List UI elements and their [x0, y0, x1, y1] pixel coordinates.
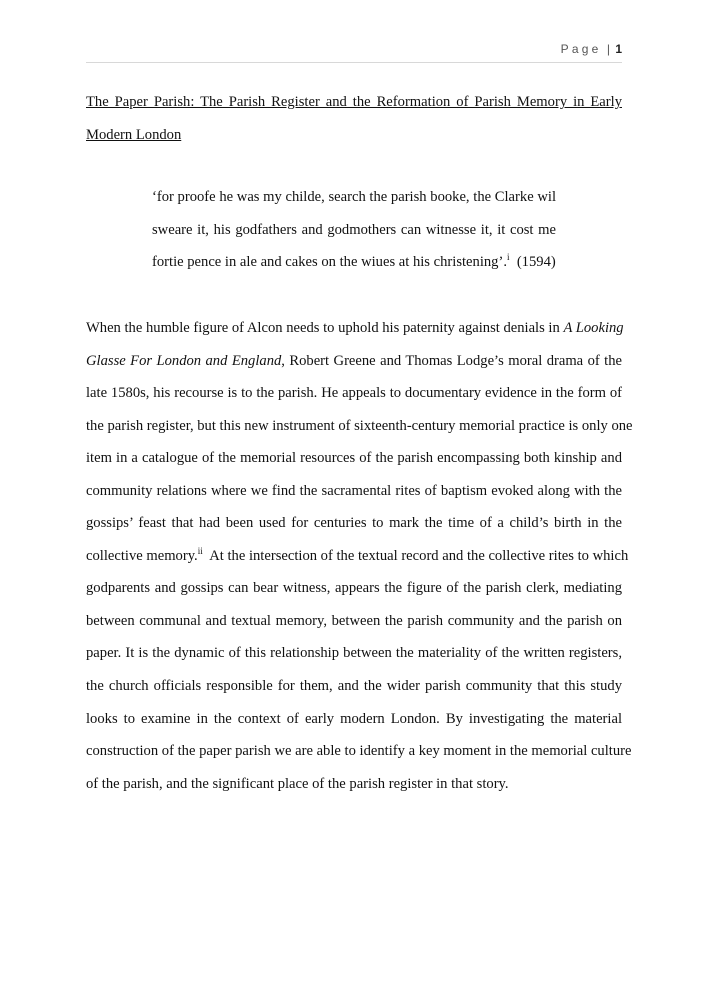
body-line: the church officials responsible for them, and the wider parish community that this study	[86, 678, 622, 695]
body-line: item in a catalogue of the memorial resources of the parish encompassing both kinship and	[86, 450, 622, 467]
italic-title: Glasse For London and England	[86, 352, 282, 369]
epigraph-line: fortie pence in ale and cakes on the wiues at his christening’.	[152, 254, 507, 270]
document-title: The Paper Parish: The Parish Register and the Reformation of Parish Memory in Early Modern London	[86, 94, 622, 143]
body-line: gossips’ feast that had been used for centuries to mark the time of a child’s birth in the	[86, 515, 622, 532]
epigraph-line: sweare it, his godfathers and godmothers can witnesse it, it cost me	[152, 221, 556, 238]
body-line: late 1580s, his recourse is to the parish. He appeals to documentary evidence in the form of	[86, 385, 622, 402]
endnote-marker: ii	[197, 545, 203, 556]
epigraph-line-last	[152, 246, 556, 279]
body-line-text: , Robert Greene and Thomas Lodge’s moral drama of the	[281, 352, 622, 369]
body-line: paper. It is the dynamic of this relationship between the materiality of the written registers,	[86, 645, 622, 662]
body-paragraph	[86, 312, 633, 800]
body-line	[86, 312, 622, 345]
epigraph-quote	[152, 181, 556, 279]
body-line: godparents and gossips can bear witness, appears the figure of the parish clerk, mediating	[86, 580, 622, 597]
page-number-indicator	[561, 42, 622, 56]
page-label: Page	[560, 42, 602, 56]
body-line	[86, 540, 629, 573]
body-line: between communal and textual memory, between the parish community and the parish on	[86, 612, 622, 629]
body-line-last: of the parish, and the significant place of the parish register in that story.	[86, 775, 509, 792]
endnote-marker: i	[507, 252, 510, 263]
body-line	[86, 345, 622, 378]
body-line-text: collective memory.	[86, 547, 198, 564]
body-line: the parish register, but this new instrument of sixteenth-century memorial practice is only one	[86, 417, 633, 434]
page-header	[86, 40, 622, 63]
epigraph-date: (1594)	[516, 254, 556, 270]
body-line: looks to examine in the context of early modern London. By investigating the material	[86, 710, 622, 727]
epigraph-line: ‘for proofe he was my childe, search the parish booke, the Clarke wil	[152, 189, 556, 205]
page-separator: |	[606, 42, 610, 56]
italic-title: A Looking	[563, 320, 624, 336]
body-line: construction of the paper parish we are able to identify a key moment in the memorial culture	[86, 743, 632, 760]
body-line-text: When the humble figure of Alcon needs to uphold his paternity against denials in	[86, 320, 560, 336]
page-number: 1	[615, 42, 622, 56]
body-line-text: At the intersection of the textual record and the collective rites to which	[209, 547, 629, 564]
body-line: community relations where we find the sacramental rites of baptism evoked along with the	[86, 482, 622, 499]
